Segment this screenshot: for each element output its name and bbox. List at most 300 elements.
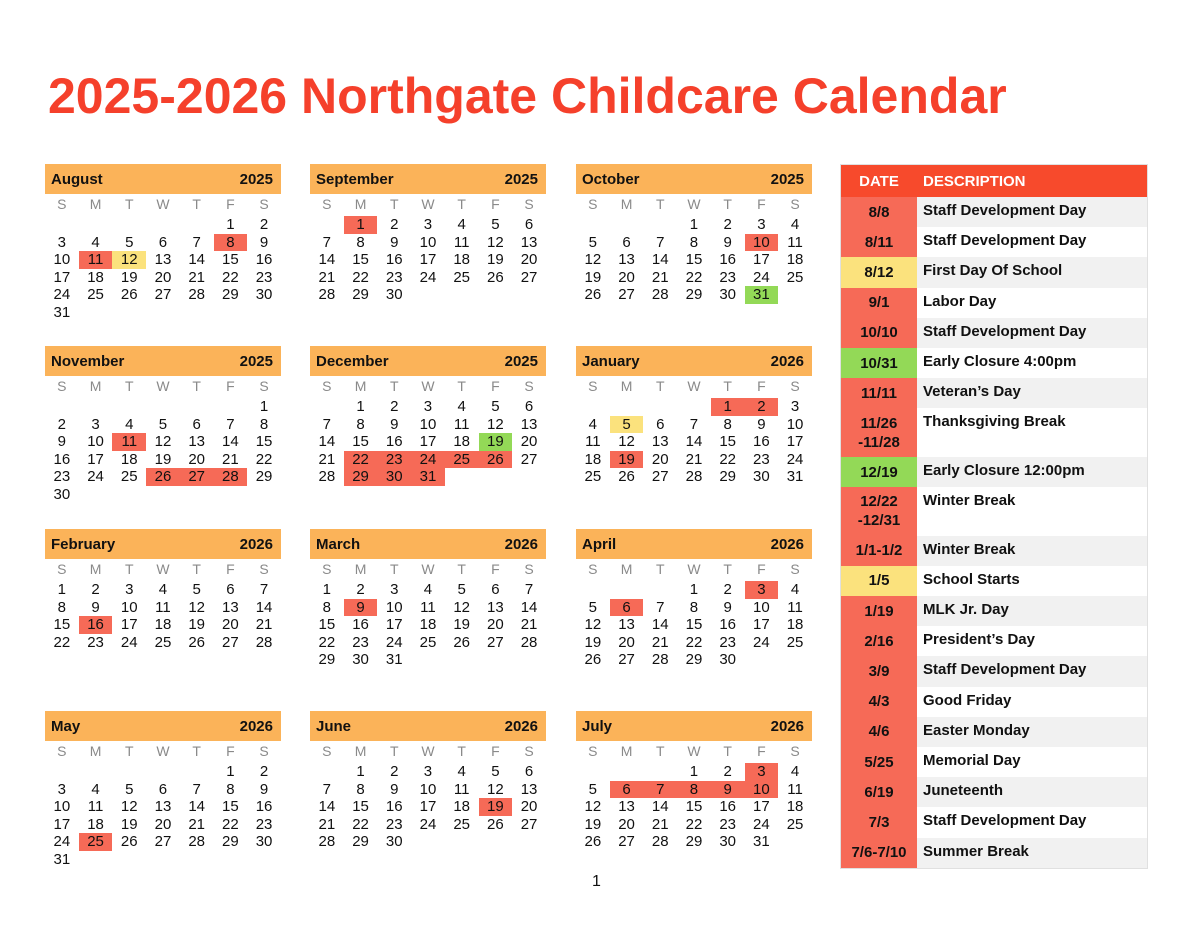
- event-row: [841, 348, 1147, 378]
- day-cell: 14: [685, 433, 703, 451]
- event-row: [841, 596, 1147, 626]
- empty-day-cell: [445, 651, 479, 669]
- empty-day-cell: [411, 286, 445, 304]
- event-row: [841, 318, 1147, 348]
- empty-day-cell: [180, 216, 214, 234]
- month-header: [45, 346, 281, 376]
- empty-day-cell: [214, 486, 248, 504]
- event-description: Memorial Day: [917, 747, 1147, 777]
- week-row: [310, 468, 546, 486]
- empty-day-cell: [610, 216, 644, 234]
- day-cell: 2: [390, 763, 399, 780]
- day-cell: 26: [188, 633, 205, 651]
- day-cell: 10: [419, 233, 437, 251]
- day-cell: 26: [146, 468, 180, 486]
- day-cell: 5: [125, 780, 134, 798]
- month-year: 2026: [770, 352, 804, 370]
- event-row: [841, 257, 1147, 287]
- weekday-label: M: [89, 743, 102, 759]
- day-cell: 1: [356, 398, 365, 415]
- day-cell: 27: [487, 633, 504, 651]
- weekday-label: S: [588, 196, 598, 212]
- weekday-label: S: [259, 743, 269, 759]
- day-cell: 5: [610, 416, 644, 434]
- empty-day-cell: [180, 851, 214, 869]
- day-cell: 6: [524, 763, 534, 780]
- day-cell: 29: [318, 651, 336, 669]
- day-cell: 25: [445, 451, 479, 469]
- day-cell: 18: [453, 251, 470, 269]
- day-cell: 18: [453, 798, 470, 816]
- day-cell: 27: [618, 651, 635, 669]
- weekday-label: T: [723, 196, 732, 212]
- day-cell: 10: [419, 415, 437, 433]
- day-cell: 17: [53, 268, 71, 286]
- day-cell: 2: [723, 216, 732, 233]
- weekday-label: T: [192, 196, 201, 212]
- empty-day-cell: [79, 851, 113, 869]
- empty-day-cell: [79, 763, 113, 781]
- day-cell: 27: [520, 815, 538, 833]
- weekday-label: M: [89, 196, 102, 212]
- day-cell: 17: [120, 616, 138, 634]
- month-year: 2025: [239, 170, 273, 188]
- day-cell: 10: [745, 781, 779, 799]
- day-cell: 9: [57, 433, 67, 451]
- empty-day-cell: [79, 398, 113, 416]
- day-cell: 3: [125, 581, 134, 598]
- month-name: March: [316, 535, 361, 553]
- day-cell: 14: [318, 798, 336, 816]
- weekday-label: S: [524, 561, 534, 577]
- day-cell: 15: [352, 433, 369, 451]
- day-cell: 24: [87, 468, 104, 486]
- weekday-label: W: [421, 561, 435, 577]
- week-row: [576, 581, 812, 599]
- date-column-header: DATE: [859, 172, 899, 190]
- event-description: Early Closure 4:00pm: [917, 348, 1147, 378]
- day-cell: 9: [259, 780, 269, 798]
- day-cell: 15: [222, 798, 239, 816]
- day-cell: 28: [255, 633, 273, 651]
- event-row: [841, 408, 1147, 457]
- weekday-label: M: [620, 378, 633, 394]
- day-cell: 18: [453, 433, 470, 451]
- day-cell: 6: [226, 581, 235, 598]
- empty-day-cell: [146, 304, 180, 322]
- week-row: [45, 468, 281, 486]
- event-row: [841, 457, 1147, 487]
- day-cell: 27: [618, 286, 635, 304]
- event-description: School Starts: [917, 566, 1147, 596]
- day-cell: 3: [91, 415, 100, 433]
- month-november: [45, 346, 281, 504]
- day-cell: 10: [745, 234, 779, 252]
- weekday-label: S: [588, 378, 598, 394]
- day-cell: 30: [377, 468, 411, 486]
- weekday-row: [45, 560, 281, 578]
- day-cell: 24: [753, 633, 770, 651]
- day-cell: 8: [226, 780, 235, 798]
- weekday-label: F: [491, 378, 500, 394]
- day-cell: 4: [158, 581, 168, 598]
- week-row: [45, 433, 281, 451]
- day-cell: 29: [222, 286, 239, 304]
- day-cell: 12: [487, 780, 504, 798]
- day-cell: 14: [255, 598, 273, 616]
- day-cell: 21: [318, 268, 336, 286]
- month-name: November: [51, 352, 125, 370]
- day-cell: 25: [786, 633, 804, 651]
- weekday-label: W: [156, 196, 170, 212]
- week-row: [45, 251, 281, 269]
- weekday-label: F: [491, 561, 500, 577]
- event-date: 7/3: [841, 807, 917, 837]
- empty-day-cell: [643, 216, 677, 234]
- day-cell: 1: [689, 216, 699, 233]
- day-cell: 5: [457, 581, 466, 598]
- day-cell: 5: [491, 216, 500, 233]
- empty-day-cell: [79, 216, 113, 234]
- day-cell: 20: [520, 251, 538, 269]
- empty-day-cell: [247, 486, 281, 504]
- day-cell: 22: [222, 815, 239, 833]
- month-header: [45, 529, 281, 559]
- day-cell: 14: [651, 251, 669, 269]
- week-row: [576, 451, 812, 469]
- event-row: [841, 687, 1147, 717]
- empty-day-cell: [146, 763, 180, 781]
- day-cell: 31: [385, 651, 403, 669]
- day-cell: 1: [711, 398, 745, 416]
- event-row: [841, 807, 1147, 837]
- event-date: 12/19: [841, 457, 917, 487]
- day-cell: 24: [786, 450, 804, 468]
- day-cell: 31: [753, 833, 770, 851]
- day-cell: 31: [786, 468, 804, 486]
- weekday-label: F: [757, 561, 766, 577]
- day-cell: 10: [120, 598, 138, 616]
- month-june: [310, 711, 546, 851]
- day-cell: 26: [584, 833, 602, 851]
- day-cell: 11: [112, 433, 146, 451]
- week-row: [45, 216, 281, 234]
- empty-day-cell: [112, 216, 146, 234]
- events-table-header: [841, 165, 1147, 197]
- day-cell: 21: [685, 450, 703, 468]
- day-cell: 20: [520, 433, 538, 451]
- day-cell: 23: [719, 268, 736, 286]
- day-cell: 10: [786, 415, 804, 433]
- empty-day-cell: [479, 286, 513, 304]
- day-cell: 18: [120, 450, 138, 468]
- week-row: [576, 251, 812, 269]
- event-row: [841, 747, 1147, 777]
- day-cell: 28: [318, 286, 336, 304]
- day-cell: 24: [753, 815, 770, 833]
- day-cell: 12: [188, 598, 205, 616]
- day-cell: 29: [719, 468, 736, 486]
- day-cell: 23: [255, 815, 273, 833]
- empty-day-cell: [180, 486, 214, 504]
- empty-day-cell: [310, 216, 344, 234]
- day-cell: 3: [390, 581, 399, 598]
- day-cell: 5: [158, 415, 168, 433]
- day-cell: 17: [87, 450, 104, 468]
- day-cell: 18: [584, 450, 602, 468]
- day-cell: 9: [259, 233, 269, 251]
- empty-day-cell: [576, 216, 610, 234]
- day-cell: 26: [584, 651, 602, 669]
- month-name: October: [582, 170, 640, 188]
- week-row: [45, 816, 281, 834]
- day-cell: 16: [719, 616, 736, 634]
- day-cell: 19: [584, 633, 602, 651]
- day-cell: 11: [453, 233, 470, 251]
- event-description: Summer Break: [917, 838, 1147, 868]
- month-header: [310, 529, 546, 559]
- day-cell: 27: [520, 450, 538, 468]
- weekday-label: W: [156, 378, 170, 394]
- weekday-label: S: [322, 378, 332, 394]
- day-cell: 22: [222, 268, 239, 286]
- empty-day-cell: [643, 581, 677, 599]
- week-row: [576, 833, 812, 851]
- event-row: [841, 777, 1147, 807]
- day-cell: 23: [87, 633, 104, 651]
- day-cell: 3: [57, 233, 67, 251]
- day-cell: 16: [719, 798, 736, 816]
- event-date: 1/1-1/2: [841, 536, 917, 566]
- week-row: [576, 798, 812, 816]
- weekday-label: F: [757, 196, 766, 212]
- day-cell: 13: [154, 798, 172, 816]
- empty-day-cell: [445, 286, 479, 304]
- weekday-label: T: [457, 561, 466, 577]
- month-may: [45, 711, 281, 869]
- day-cell: 29: [685, 833, 703, 851]
- day-cell: 22: [685, 815, 703, 833]
- weekday-label: F: [491, 196, 500, 212]
- day-cell: 8: [214, 234, 248, 252]
- day-cell: 8: [356, 415, 365, 433]
- day-cell: 11: [453, 415, 470, 433]
- day-cell: 26: [487, 268, 504, 286]
- day-cell: 16: [352, 616, 369, 634]
- day-cell: 12: [584, 251, 602, 269]
- weekday-row: [45, 377, 281, 395]
- week-row: [576, 651, 812, 669]
- day-cell: 10: [87, 433, 104, 451]
- events-table: [840, 164, 1148, 869]
- day-cell: 23: [719, 815, 736, 833]
- day-cell: 4: [588, 415, 598, 433]
- day-cell: 24: [385, 633, 403, 651]
- empty-day-cell: [778, 286, 812, 304]
- empty-day-cell: [146, 851, 180, 869]
- weekday-label: M: [89, 378, 102, 394]
- day-cell: 11: [787, 233, 803, 251]
- day-cell: 29: [685, 651, 703, 669]
- day-cell: 19: [479, 433, 513, 451]
- day-cell: 5: [588, 780, 598, 798]
- day-cell: 28: [318, 468, 336, 486]
- weekday-row: [576, 377, 812, 395]
- day-cell: 9: [344, 599, 378, 617]
- day-cell: 7: [226, 415, 235, 433]
- event-date: 1/19: [841, 596, 917, 626]
- week-row: [576, 468, 812, 486]
- day-cell: 12: [584, 616, 602, 634]
- empty-day-cell: [310, 398, 344, 416]
- day-cell: 17: [753, 616, 770, 634]
- weekday-label: M: [354, 561, 367, 577]
- day-cell: 14: [651, 616, 669, 634]
- day-cell: 18: [419, 616, 437, 634]
- day-cell: 30: [385, 286, 403, 304]
- empty-day-cell: [112, 304, 146, 322]
- event-row: [841, 378, 1147, 408]
- day-cell: 14: [188, 251, 205, 269]
- month-september: [310, 164, 546, 304]
- empty-day-cell: [610, 763, 644, 781]
- weekday-label: F: [226, 561, 235, 577]
- day-cell: 21: [255, 616, 273, 634]
- day-cell: 21: [651, 633, 669, 651]
- day-cell: 25: [120, 468, 138, 486]
- day-cell: 17: [753, 251, 770, 269]
- empty-day-cell: [512, 651, 546, 669]
- event-row: [841, 838, 1147, 868]
- day-cell: 12: [487, 233, 504, 251]
- day-cell: 11: [87, 798, 104, 816]
- month-year: 2026: [504, 535, 538, 553]
- weekday-label: T: [124, 196, 134, 212]
- event-description: Staff Development Day: [917, 656, 1147, 686]
- day-cell: 13: [487, 598, 504, 616]
- day-cell: 24: [419, 268, 437, 286]
- day-cell: 12: [618, 433, 635, 451]
- month-name: June: [316, 717, 352, 735]
- day-cell: 31: [53, 850, 71, 868]
- event-description: First Day Of School: [917, 257, 1147, 287]
- weekday-row: [576, 742, 812, 760]
- day-cell: 16: [385, 798, 403, 816]
- day-cell: 14: [651, 798, 669, 816]
- empty-day-cell: [643, 763, 677, 781]
- week-row: [310, 216, 546, 234]
- month-name: April: [582, 535, 617, 553]
- empty-day-cell: [45, 763, 79, 781]
- description-column-header: DESCRIPTION: [923, 172, 1026, 190]
- day-cell: 22: [685, 633, 703, 651]
- weekday-row: [310, 195, 546, 213]
- day-cell: 26: [120, 286, 138, 304]
- day-cell: 9: [711, 781, 745, 799]
- week-row: [310, 416, 546, 434]
- day-cell: 29: [344, 468, 378, 486]
- day-cell: 10: [419, 780, 437, 798]
- empty-day-cell: [79, 486, 113, 504]
- day-cell: 18: [786, 251, 804, 269]
- day-cell: 28: [188, 286, 205, 304]
- month-header: [45, 164, 281, 194]
- day-cell: 13: [618, 798, 635, 816]
- day-cell: 6: [491, 581, 500, 598]
- day-cell: 13: [618, 616, 635, 634]
- day-cell: 3: [423, 216, 433, 233]
- week-row: [310, 451, 546, 469]
- weekday-label: S: [790, 378, 800, 394]
- day-cell: 16: [385, 251, 403, 269]
- month-name: December: [316, 352, 389, 370]
- empty-day-cell: [45, 398, 79, 416]
- weekday-row: [310, 742, 546, 760]
- week-row: [310, 599, 546, 617]
- weekday-label: S: [588, 743, 598, 759]
- event-date: 7/6-7/10: [841, 838, 917, 868]
- day-cell: 21: [651, 268, 669, 286]
- day-cell: 1: [322, 581, 332, 598]
- weekday-row: [310, 377, 546, 395]
- weekday-label: S: [259, 561, 269, 577]
- day-cell: 6: [524, 398, 534, 415]
- event-date: 6/19: [841, 777, 917, 807]
- empty-day-cell: [411, 833, 445, 851]
- day-cell: 19: [584, 268, 602, 286]
- day-cell: 4: [457, 398, 466, 415]
- day-cell: 19: [188, 616, 205, 634]
- weekday-label: S: [57, 561, 67, 577]
- day-cell: 25: [453, 268, 470, 286]
- empty-day-cell: [247, 304, 281, 322]
- weekday-row: [45, 195, 281, 213]
- weekday-label: M: [354, 378, 367, 394]
- day-cell: 16: [719, 251, 736, 269]
- week-row: [310, 433, 546, 451]
- week-row: [45, 286, 281, 304]
- day-cell: 10: [753, 598, 770, 616]
- week-row: [576, 781, 812, 799]
- empty-day-cell: [445, 833, 479, 851]
- day-cell: 22: [255, 450, 273, 468]
- weekday-label: S: [524, 196, 534, 212]
- day-cell: 17: [419, 798, 437, 816]
- weekday-label: F: [757, 743, 766, 759]
- month-year: 2026: [504, 717, 538, 735]
- week-row: [45, 581, 281, 599]
- day-cell: 2: [390, 216, 399, 233]
- day-cell: 28: [685, 468, 703, 486]
- empty-day-cell: [479, 651, 513, 669]
- day-cell: 26: [479, 451, 513, 469]
- day-cell: 28: [318, 833, 336, 851]
- day-cell: 16: [53, 450, 71, 468]
- day-cell: 26: [618, 468, 635, 486]
- day-cell: 15: [318, 616, 336, 634]
- event-description: Staff Development Day: [917, 227, 1147, 257]
- weekday-label: S: [322, 743, 332, 759]
- day-cell: 22: [685, 268, 703, 286]
- day-cell: 27: [618, 833, 635, 851]
- empty-day-cell: [512, 468, 546, 486]
- day-cell: 29: [222, 833, 239, 851]
- event-description: Staff Development Day: [917, 807, 1147, 837]
- day-cell: 30: [255, 286, 273, 304]
- day-cell: 18: [786, 798, 804, 816]
- empty-day-cell: [112, 763, 146, 781]
- event-row: [841, 227, 1147, 257]
